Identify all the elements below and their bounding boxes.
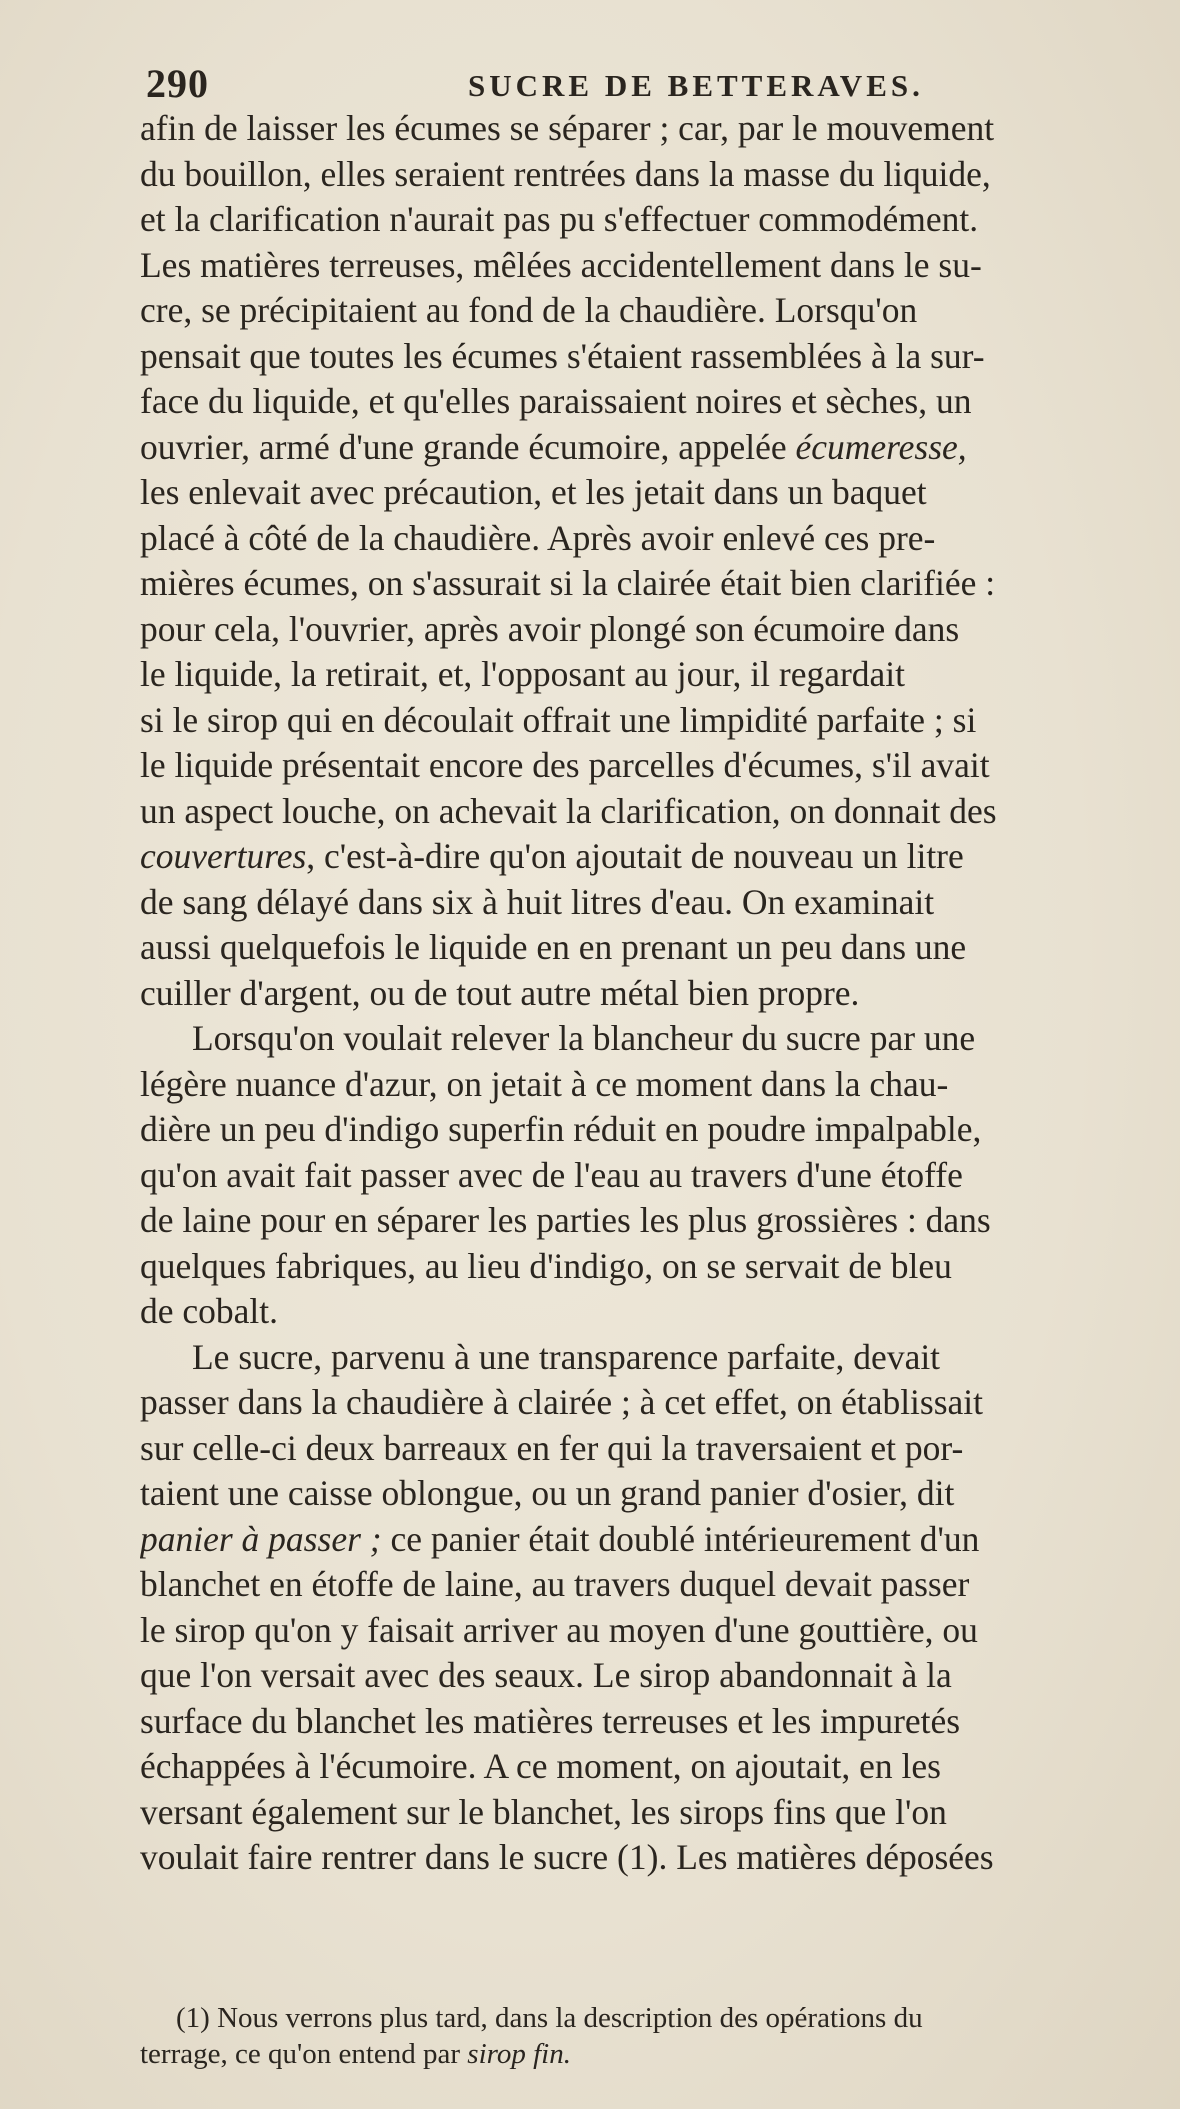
italic-term: couvertures <box>140 836 307 876</box>
text-line <box>140 1107 1178 1153</box>
italic-term: écumeresse, <box>795 426 967 467</box>
line-text: pensait que toutes les écumes s'étaient rassemblées à la sur- <box>140 335 985 376</box>
line-text: Lorsqu'on voulait relever la blancheur du sucre par une <box>192 1018 976 1058</box>
text-line <box>140 1608 1178 1654</box>
line-text: blanchet en étoffe de laine, au travers duquel devait passer <box>140 1564 970 1604</box>
text-line <box>140 334 1178 380</box>
text-line <box>140 743 1178 789</box>
text-line <box>140 1289 1178 1335</box>
text-line <box>140 1380 1178 1426</box>
text-line <box>140 1198 1178 1244</box>
line-text: ouvrier, armé d'une grande écumoire, appelée <box>140 426 796 467</box>
line-text: voulait faire rentrer dans le sucre (1). Les matières déposées <box>140 1837 994 1877</box>
italic-term: panier à passer ; <box>140 1518 382 1559</box>
text-line <box>140 1153 1178 1199</box>
line-text: afin de laisser les écumes se séparer ; car, par le mouvement <box>140 108 995 148</box>
text-line <box>140 1471 1178 1517</box>
line-text: de sang délayé dans six à huit litres d'eau. On examinait <box>140 881 935 922</box>
line-text: versant également sur le blanchet, les sirops fins que l'on <box>140 1791 947 1832</box>
line-text: Le sucre, parvenu à une transparence parfaite, devait <box>192 1336 941 1377</box>
line-text: et la clarification n'aurait pas pu s'effectuer commodément. <box>140 199 979 239</box>
page-header <box>138 60 1180 112</box>
line-text: le sirop qu'on y faisait arriver au moyen d'une gouttière, ou <box>140 1609 978 1650</box>
text-line <box>140 288 1178 334</box>
line-text: pour cela, l'ouvrier, après avoir plongé son écumoire dans <box>140 608 960 649</box>
line-text: sur celle-ci deux barreaux en fer qui la traversaient et por- <box>140 1427 964 1468</box>
text-line <box>140 1062 1178 1108</box>
line-text: cre, se précipitaient au fond de la chaudière. Lorsqu'on <box>140 290 918 330</box>
text-line <box>140 971 1178 1017</box>
text-line <box>140 152 1178 198</box>
text-line <box>140 516 1178 562</box>
line-text: dière un peu d'indigo superfin réduit en poudre impalpable, <box>140 1109 982 1149</box>
text-line <box>140 652 1178 698</box>
text-line <box>140 1426 1178 1472</box>
line-text: échappées à l'écumoire. A ce moment, on ajoutait, en les <box>140 1746 941 1786</box>
text-line <box>140 1016 1178 1062</box>
text-line <box>140 1699 1178 1745</box>
line-text: quelques fabriques, au lieu d'indigo, on se servait de bleu <box>140 1245 952 1286</box>
line-text: si le sirop qui en découlait offrait une limpidité parfaite ; si <box>140 699 977 740</box>
footnote-text: terrage, ce qu'on entend par <box>140 2038 468 2070</box>
text-line <box>140 834 1178 880</box>
line-text: du bouillon, elles seraient rentrées dans la masse du liquide, <box>140 153 991 194</box>
text-line <box>140 379 1178 425</box>
line-text: un aspect louche, on achevait la clarification, on donnait des <box>140 790 997 831</box>
text-line <box>140 789 1178 835</box>
text-line <box>140 1835 1178 1881</box>
footnote-line <box>140 2036 1178 2072</box>
line-text: Les matières terreuses, mêlées accidentellement dans le su- <box>140 244 982 285</box>
text-line <box>140 425 1178 471</box>
line-text: que l'on versait avec des seaux. Le sirop abandonnait à la <box>140 1655 952 1695</box>
line-text: les enlevait avec précaution, et les jetait dans un baquet <box>140 472 927 512</box>
text-line <box>140 106 1178 152</box>
text-line <box>140 925 1178 971</box>
line-text: surface du blanchet les matières terreuses et les impuretés <box>140 1700 961 1741</box>
footnote <box>140 2000 1178 2072</box>
text-line <box>140 1335 1178 1381</box>
footnote-italic-term: sirop fin. <box>467 2038 571 2070</box>
text-line <box>140 1744 1178 1790</box>
text-line <box>140 607 1178 653</box>
text-line <box>140 1790 1178 1836</box>
line-text: aussi quelquefois le liquide en en prenant un peu dans une <box>140 927 967 967</box>
line-text: le liquide, la retirait, et, l'opposant au jour, il regardait <box>140 654 906 694</box>
running-title: SUCRE DE BETTERAVES. <box>468 68 924 103</box>
footnote-line: (1) Nous verrons plus tard, dans la description des opérations du <box>176 2002 923 2034</box>
page-number: 290 <box>146 61 209 106</box>
body-text <box>140 106 1178 1881</box>
line-text: qu'on avait fait passer avec de l'eau au travers d'une étoffe <box>140 1154 963 1195</box>
line-text: de laine pour en séparer les parties les plus grossières : dans <box>140 1200 991 1240</box>
text-line <box>140 243 1178 289</box>
line-text: placé à côté de la chaudière. Après avoir enlevé ces pre- <box>140 517 936 558</box>
text-line <box>140 1653 1178 1699</box>
line-text: de cobalt. <box>140 1291 278 1331</box>
text-line <box>140 1562 1178 1608</box>
text-line <box>140 470 1178 516</box>
line-text: mières écumes, on s'assurait si la clairée était bien clarifiée : <box>140 563 996 603</box>
text-line <box>140 197 1178 243</box>
text-line <box>140 1244 1178 1290</box>
line-text: taient une caisse oblongue, ou un grand panier d'osier, dit <box>140 1473 955 1513</box>
text-line <box>140 1517 1178 1563</box>
line-text: cuiller d'argent, ou de tout autre métal bien propre. <box>140 972 860 1013</box>
line-text: le liquide présentait encore des parcelles d'écumes, s'il avait <box>140 745 990 785</box>
text-line <box>140 698 1178 744</box>
line-text: légère nuance d'azur, on jetait à ce moment dans la chau- <box>140 1063 949 1104</box>
line-text: passer dans la chaudière à clairée ; à cet effet, on établissait <box>140 1382 984 1422</box>
line-text: ce panier était doublé intérieurement d'un <box>381 1518 980 1559</box>
line-text: , c'est-à-dire qu'on ajoutait de nouveau un litre <box>306 836 964 876</box>
text-line <box>140 561 1178 607</box>
text-line <box>140 880 1178 926</box>
line-text: face du liquide, et qu'elles paraissaient noires et sèches, un <box>140 381 972 421</box>
